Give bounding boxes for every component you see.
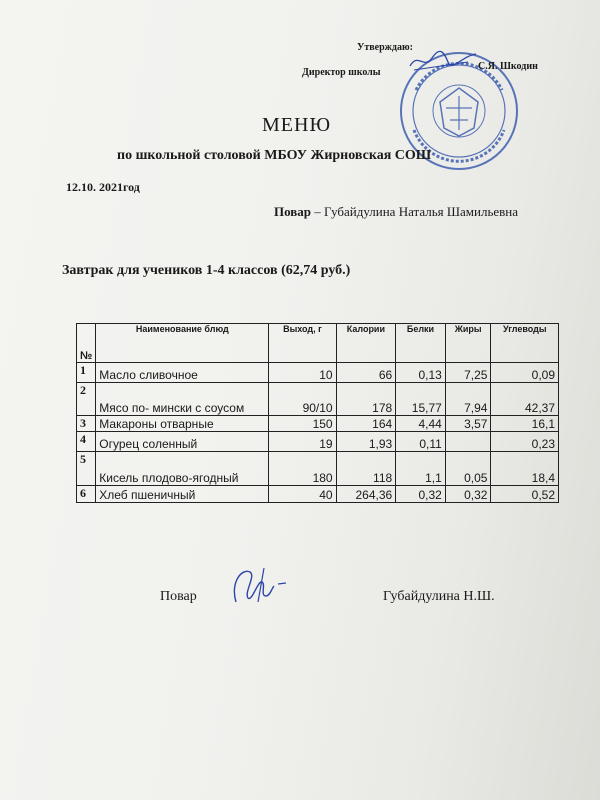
dish-output: 150 [269,416,336,432]
dish-output: 90/10 [269,383,336,416]
dish-calories: 66 [336,363,396,383]
director-signature-icon [408,48,478,72]
dish-output: 19 [269,432,336,452]
dish-carbs: 18,4 [491,452,559,486]
header-calories: Калории [336,324,396,363]
row-number: 5 [77,452,96,486]
dish-fats [445,432,491,452]
dish-calories: 118 [336,452,396,486]
dish-name: Мясо по- мински с соусом [96,383,269,416]
dish-proteins: 0,32 [396,486,446,503]
signature-cook-label: Повар [160,589,197,604]
header-proteins: Белки [396,324,446,363]
dish-name: Масло сливочное [96,363,269,383]
header-carbs: Углеводы [491,324,559,363]
cook-fullname: – Губайдулина Наталья Шамильевна [311,204,519,219]
table-row [77,452,559,486]
dish-name: Хлеб пшеничный [96,486,269,503]
row-number: 6 [77,486,96,503]
dish-carbs: 16,1 [491,416,559,432]
dish-output: 180 [269,452,336,486]
dish-output: 40 [269,486,336,503]
dish-carbs: 0,23 [491,432,559,452]
dish-fats: 0,32 [445,486,491,503]
cook-prefix: Повар [274,204,312,219]
meal-title: Завтрак для учеников 1-4 классов (62,74 руб.) [62,263,351,278]
dish-proteins: 0,13 [396,363,446,383]
dish-proteins: 4,44 [396,416,446,432]
director-label: Директор школы [302,67,381,78]
dish-proteins: 0,11 [396,432,446,452]
row-number: 4 [77,432,96,452]
page-title: МЕНЮ [262,114,331,136]
dish-fats: 0,05 [445,452,491,486]
menu-date: 12.10. 2021год [66,180,140,194]
dish-output: 10 [269,363,336,383]
page-subtitle: по школьной столовой МБОУ Жирновская СОШ [117,148,432,163]
dish-calories: 164 [336,416,396,432]
dish-carbs: 0,52 [491,486,559,503]
dish-name: Макароны отварные [96,416,269,432]
menu-table [76,323,559,503]
dish-name: Кисель плодово-ягодный [96,452,269,486]
dish-fats: 3,57 [445,416,491,432]
header-number: № [77,324,96,363]
dish-calories: 1,93 [336,432,396,452]
cook-signature-icon [228,562,288,610]
dish-proteins: 1,1 [396,452,446,486]
table-row [77,432,559,452]
row-number: 1 [77,363,96,383]
table-row [77,383,559,416]
table-row [77,486,559,503]
table-row [77,416,559,432]
header-output: Выход, г [269,324,336,363]
header-dish-name: Наименование блюд [96,324,269,363]
cook-line [274,204,518,220]
approve-label: Утверждаю: [357,42,413,53]
signature-cook-name: Губайдулина Н.Ш. [383,589,495,604]
dish-name: Огурец соленный [96,432,269,452]
dish-calories: 264,36 [336,486,396,503]
dish-carbs: 0,09 [491,363,559,383]
dish-calories: 178 [336,383,396,416]
dish-fats: 7,94 [445,383,491,416]
director-name: С.Я. Шкодин [478,61,538,72]
row-number: 3 [77,416,96,432]
dish-carbs: 42,37 [491,383,559,416]
table-header-row [77,324,559,363]
table-row [77,363,559,383]
header-fats: Жиры [445,324,491,363]
dish-proteins: 15,77 [396,383,446,416]
row-number: 2 [77,383,96,416]
dish-fats: 7,25 [445,363,491,383]
